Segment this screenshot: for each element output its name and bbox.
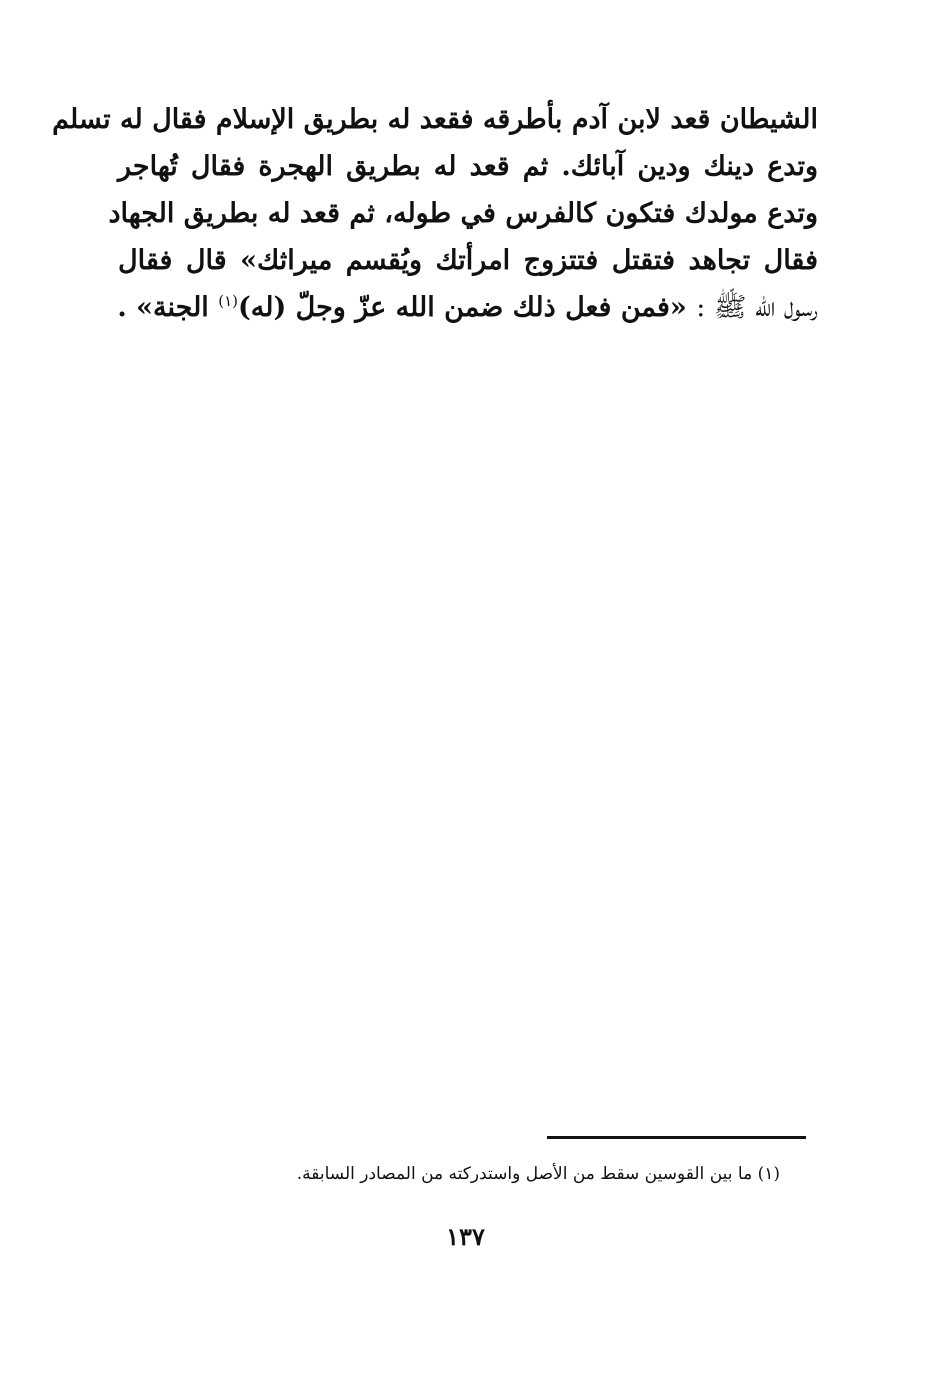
footnote-divider (547, 1136, 806, 1139)
hadith-quote: «فمن فعل ذلك ضمن الله عزّ وجلّ (له) (238, 292, 687, 323)
footnote-reference: (١) (218, 292, 238, 310)
text-line-4: فقال تجاهد فتقتل فتتزوج امرأتك ويُقسم ميراثك» قال فقال (118, 245, 818, 276)
hadith-quote-end: الجنة» . (117, 292, 209, 323)
footnote: (١) ما بين القوسين سقط من الأصل واستدركته من المصادر السابقة. (296, 1164, 780, 1184)
text-line-5-start: رسول الله ﷺ : (696, 292, 818, 323)
page-number: ١٣٧ (446, 1222, 485, 1251)
main-text-block (52, 96, 818, 331)
text-line-5 (118, 284, 818, 331)
text-line-1: الشيطان قعد لابن آدم بأطرقه فقعد له بطريق الإسلام فقال له تسلم (52, 104, 818, 135)
text-line-2: وتدع دينك ودين آبائك. ثم قعد له بطريق الهجرة فقال تُهاجر (118, 151, 818, 182)
text-line-3: وتدع مولدك فتكون كالفرس في طوله، ثم قعد له بطريق الجهاد (108, 198, 818, 229)
